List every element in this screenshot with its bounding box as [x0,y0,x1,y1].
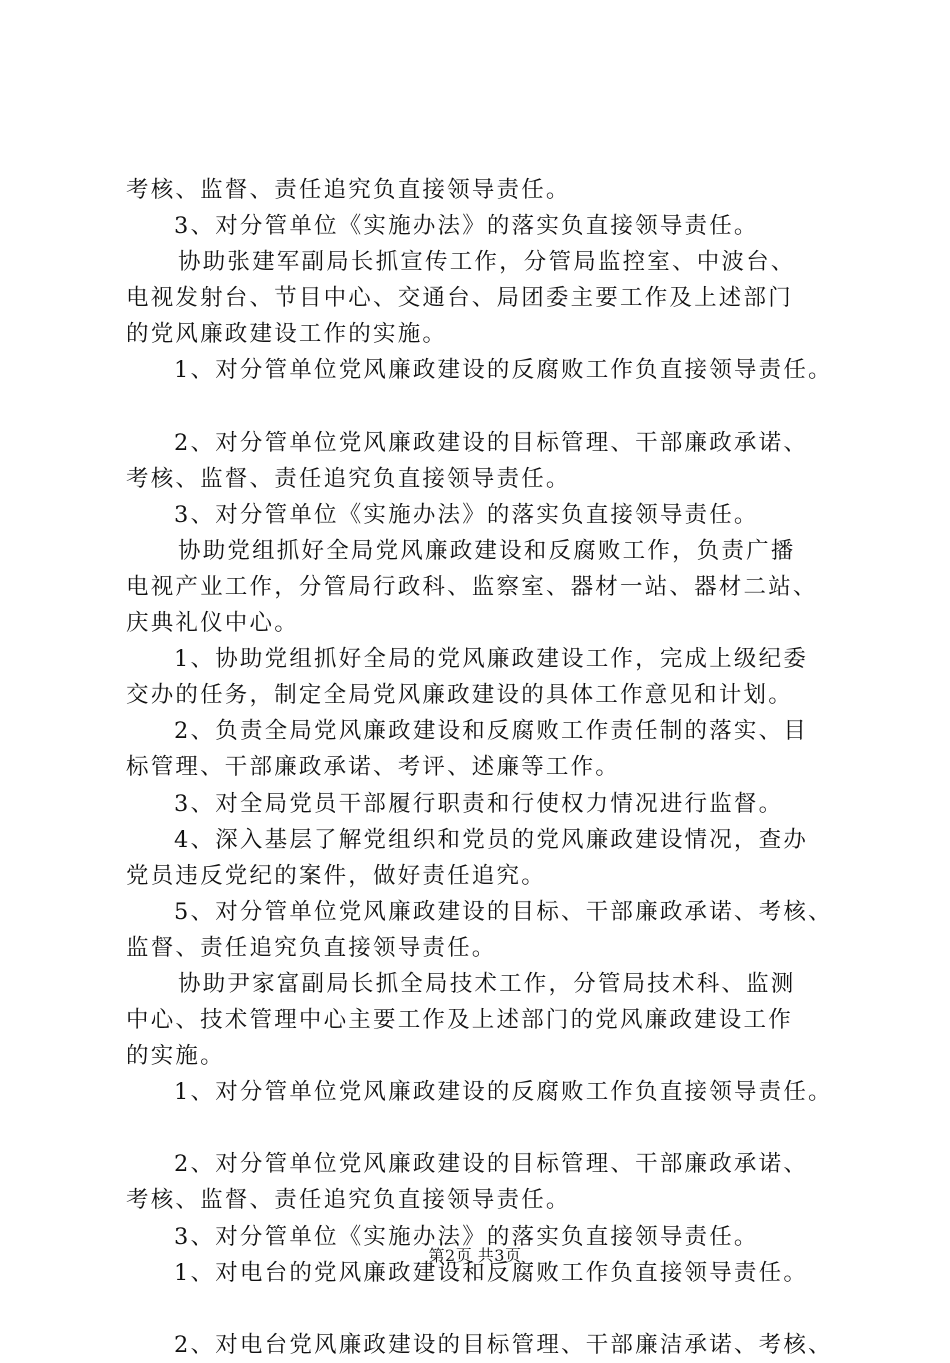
paragraph-line: 3、对分管单位《实施办法》的落实负直接领导责任。 [174,213,759,240]
paragraph-line: 4、深入基层了解党组织和党员的党风廉政建设情况，查办 [174,826,809,853]
paragraph-line: 监督、责任追究负直接领导责任。 [126,934,497,961]
paragraph-line: 标管理、干部廉政承诺、考评、述廉等工作。 [126,754,621,781]
paragraph-line: 1、对分管单位党风廉政建设的反腐败工作负直接领导责任。 [174,357,833,384]
paragraph-line: 协助尹家富副局长抓全局技术工作，分管局技术科、监测 [178,970,796,997]
paragraph-line: 2、负责全局党风廉政建设和反腐败工作责任制的落实、目 [174,718,809,745]
paragraph-line: 电视发射台、节目中心、交通台、局团委主要工作及上述部门 [126,285,793,312]
paragraph-line: 3、对分管单位《实施办法》的落实负直接领导责任。 [174,1223,759,1250]
paragraph-line: 中心、技术管理中心主要工作及上述部门的党风廉政建设工作 [126,1007,793,1034]
paragraph-line: 2、对分管单位党风廉政建设的目标管理、干部廉政承诺、 [174,429,809,456]
paragraph-line: 考核、监督、责任追究负直接领导责任。 [126,177,571,203]
paragraph-line: 2、对分管单位党风廉政建设的目标管理、干部廉政承诺、 [174,1151,809,1178]
page-number-footer: 第2页 共3页 [428,1246,522,1265]
paragraph-line: 协助党组抓好全局党风廉政建设和反腐败工作，负责广播 [178,537,796,564]
paragraph-line: 2、对电台党风廉政建设的目标管理、干部廉洁承诺、考核、 [174,1331,833,1358]
paragraph-line: 庆典礼仪中心。 [126,610,299,637]
paragraph-line: 党员违反党纪的案件，做好责任追究。 [126,862,546,889]
paragraph-line: 电视产业工作，分管局行政科、监察室、器材一站、器材二站、 [126,573,818,600]
document-body [126,172,856,1363]
paragraph-line: 考核、监督、责任追究负直接领导责任。 [126,465,571,492]
paragraph-line: 交办的任务，制定全局党风廉政建设的具体工作意见和计划。 [126,682,793,709]
paragraph-line: 1、对分管单位党风廉政建设的反腐败工作负直接领导责任。 [174,1079,833,1106]
paragraph-line: 1、对电台的党风廉政建设和反腐败工作负直接领导责任。 [174,1259,809,1286]
paragraph-line: 1、协助党组抓好全局的党风廉政建设工作，完成上级纪委 [174,646,809,673]
paragraph-line: 3、对全局党员干部履行职责和行使权力情况进行监督。 [174,790,784,817]
paragraph-line: 5、对分管单位党风廉政建设的目标、干部廉政承诺、考核、 [174,898,833,925]
paragraph-line: 协助张建军副局长抓宣传工作，分管局监控室、中波台、 [178,249,796,276]
paragraph-line: 的实施。 [126,1043,225,1070]
paragraph-line: 3、对分管单位《实施办法》的落实负直接领导责任。 [174,501,759,528]
paragraph-line: 的党风廉政建设工作的实施。 [126,321,448,348]
paragraph-line: 考核、监督、责任追究负直接领导责任。 [126,1187,571,1214]
